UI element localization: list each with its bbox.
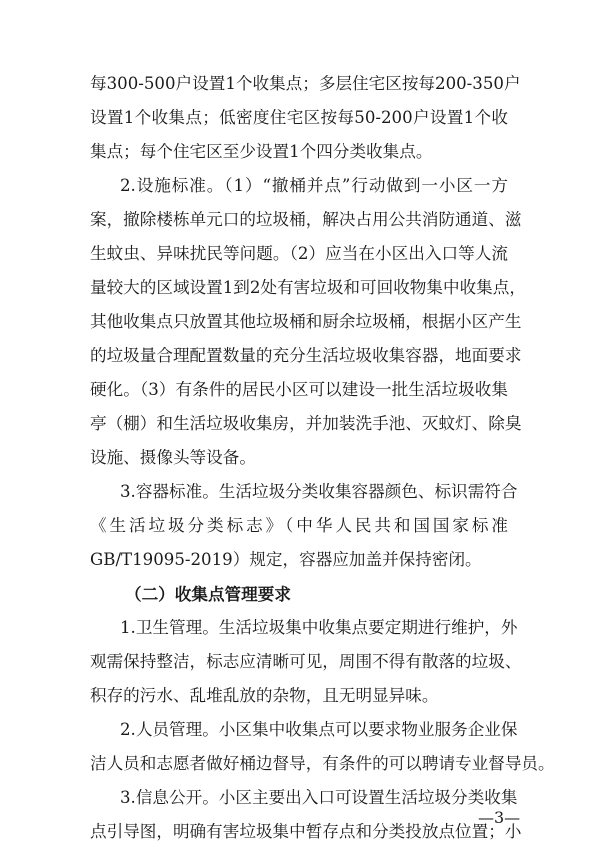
page-number: —3— (478, 808, 521, 827)
text-line: 积存的污水、乱堆乱放的杂物，且无明显异味。 (90, 686, 439, 705)
text-line: 亭（棚）和生活垃圾收集房，并加装洗手池、灭蚊灯、除臭 (90, 414, 522, 433)
text-line: 集点；每个住宅区至少设置1个四分类收集点。 (90, 142, 433, 161)
text-line: 洁人员和志愿者做好桶边督导，有条件的可以聘请专业督导员。 (90, 754, 555, 773)
text-line: 点引导图，明确有害垃圾集中暂存点和分类投放点位置；小 (90, 822, 522, 841)
text-line: 量较大的区域设置1到2处有害垃圾和可回收物集中收集点， (90, 278, 526, 297)
text-line: 的垃圾量合理配置数量的充分生活垃圾收集容器，地面要求 (90, 346, 522, 365)
text-line: GB/T19095-2019）规定，容器应加盖并保持密闭。 (90, 550, 482, 569)
paragraph-start: 2.设施标准。（1）“撤桶并点”行动做到一小区一方 (120, 176, 508, 195)
text-line: 观需保持整洁，标志应清晰可见，周围不得有散落的垃圾、 (90, 652, 522, 671)
text-line: 设置1个收集点；低密度住宅区按每50-200户设置1个收 (90, 108, 508, 127)
paragraph-start: 3.信息公开。小区主要出入口可设置生活垃圾分类收集 (120, 788, 518, 807)
text-line: 其他收集点只放置其他垃圾桶和厨余垃圾桶，根据小区产生 (90, 312, 522, 331)
text-line: 《生活垃圾分类标志》（中华人民共和国国家标准 (90, 516, 508, 535)
text-line: 生蚊虫、异味扰民等问题。（2）应当在小区出入口等人流 (90, 244, 508, 263)
text-line: 设施、摄像头等设备。 (90, 448, 256, 467)
text-line: 案，撤除楼栋单元口的垃圾桶，解决占用公共消防通道、滋 (90, 210, 522, 229)
paragraph-start: 1.卫生管理。生活垃圾集中收集点要定期进行维护，外 (120, 618, 518, 637)
paragraph-start: 2.人员管理。小区集中收集点可以要求物业服务企业保 (120, 720, 518, 739)
text-line: 每300-500户设置1个收集点；多层住宅区按每200-350户 (90, 74, 521, 93)
text-line: 硬化。（3）有条件的居民小区可以建设一批生活垃圾收集 (90, 380, 508, 399)
paragraph-start: 3.容器标准。生活垃圾分类收集容器颜色、标识需符合 (120, 482, 518, 501)
section-heading: （二）收集点管理要求 (125, 584, 291, 604)
